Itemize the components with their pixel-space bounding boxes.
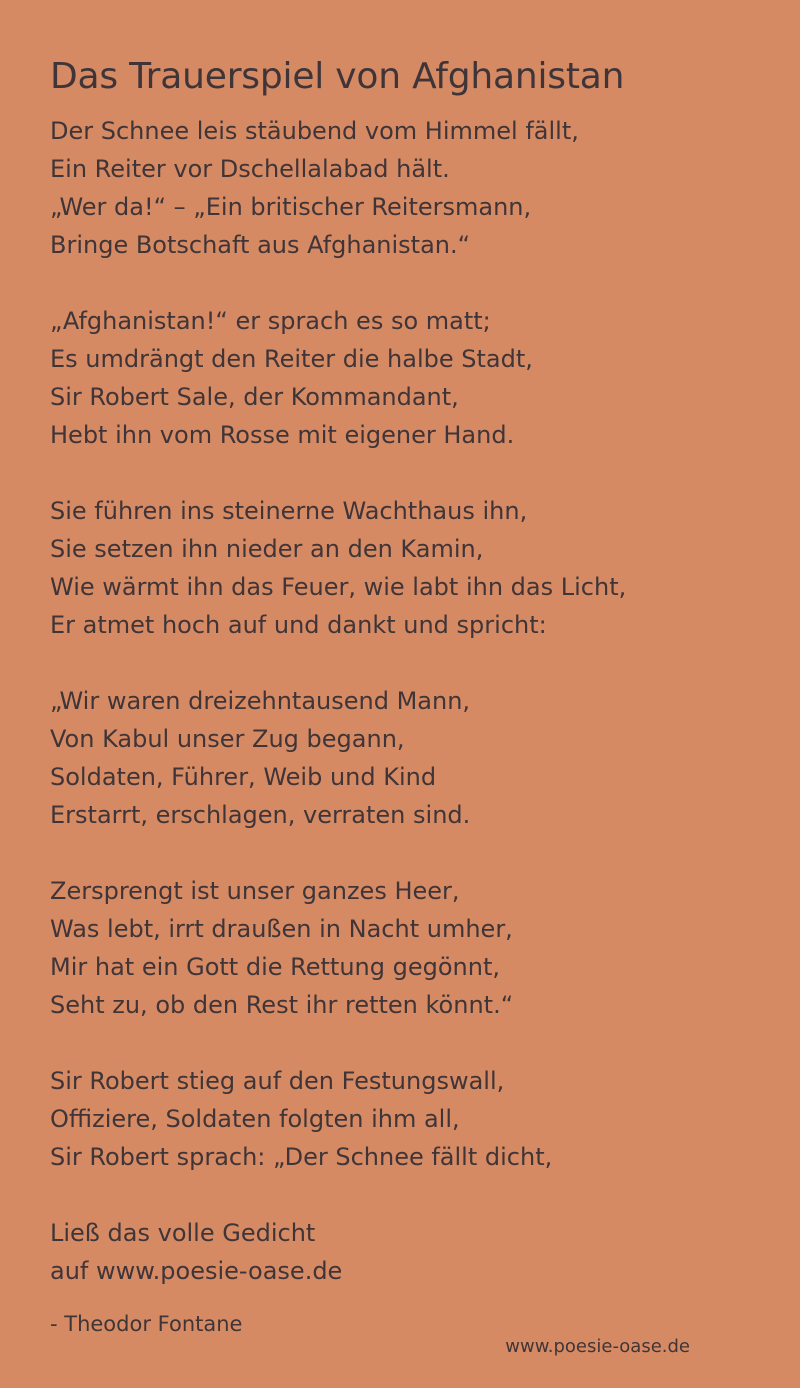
poem-line: Von Kabul unser Zug begann, bbox=[50, 725, 405, 753]
poem-line: Wie wärmt ihn das Feuer, wie labt ihn das Licht, bbox=[50, 573, 627, 601]
poem-title: Das Trauerspiel von Afghanistan bbox=[50, 56, 625, 97]
poem-line: „Wir waren dreizehntausend Mann, bbox=[50, 687, 471, 715]
read-more-link-text: auf www.poesie-oase.de bbox=[50, 1257, 343, 1285]
poem-line: Sie setzen ihn nieder an den Kamin, bbox=[50, 535, 484, 563]
poem-line: Sir Robert Sale, der Kommandant, bbox=[50, 383, 459, 411]
poem-line: Hebt ihn vom Rosse mit eigener Hand. bbox=[50, 421, 515, 449]
website-watermark: www.poesie-oase.de bbox=[505, 1336, 690, 1357]
poem-line: Bringe Botschaft aus Afghanistan.“ bbox=[50, 231, 471, 259]
poem-line: Mir hat ein Gott die Rettung gegönnt, bbox=[50, 953, 500, 981]
stanza-2 bbox=[50, 302, 760, 454]
poem-line: Sir Robert sprach: „Der Schnee fällt dicht, bbox=[50, 1143, 553, 1171]
poem-line: Sie führen ins steinerne Wachthaus ihn, bbox=[50, 497, 528, 525]
stanza-gap bbox=[50, 264, 760, 302]
poem-line: Offiziere, Soldaten folgten ihm all, bbox=[50, 1105, 460, 1133]
poem-line: „Wer da!“ – „Ein britischer Reitersmann, bbox=[50, 193, 532, 221]
stanza-6 bbox=[50, 1062, 760, 1176]
stanza-3 bbox=[50, 492, 760, 644]
poem-author: - Theodor Fontane bbox=[50, 1312, 243, 1336]
stanza-4 bbox=[50, 682, 760, 834]
stanza-gap bbox=[50, 454, 760, 492]
poem-line: Ein Reiter vor Dschellalabad hält. bbox=[50, 155, 450, 183]
read-more-note bbox=[50, 1214, 760, 1290]
stanza-1 bbox=[50, 112, 760, 264]
poem-line: Es umdrängt den Reiter die halbe Stadt, bbox=[50, 345, 533, 373]
stanza-gap bbox=[50, 644, 760, 682]
poem-line: Sir Robert stieg auf den Festungswall, bbox=[50, 1067, 505, 1095]
stanza-gap bbox=[50, 834, 760, 872]
poem-line: Soldaten, Führer, Weib und Kind bbox=[50, 763, 437, 791]
poem-line: Erstarrt, erschlagen, verraten sind. bbox=[50, 801, 471, 829]
read-more-line: Ließ das volle Gedicht bbox=[50, 1219, 316, 1247]
poem-body bbox=[50, 112, 760, 1290]
stanza-gap bbox=[50, 1024, 760, 1062]
stanza-5 bbox=[50, 872, 760, 1024]
poem-line: Seht zu, ob den Rest ihr retten könnt.“ bbox=[50, 991, 514, 1019]
poem-line: Zersprengt ist unser ganzes Heer, bbox=[50, 877, 460, 905]
poem-line: Er atmet hoch auf und dankt und spricht: bbox=[50, 611, 547, 639]
poem-line: „Afghanistan!“ er sprach es so matt; bbox=[50, 307, 491, 335]
poem-line: Was lebt, irrt draußen in Nacht umher, bbox=[50, 915, 513, 943]
stanza-gap bbox=[50, 1176, 760, 1214]
poem-line: Der Schnee leis stäubend vom Himmel fällt, bbox=[50, 117, 579, 145]
